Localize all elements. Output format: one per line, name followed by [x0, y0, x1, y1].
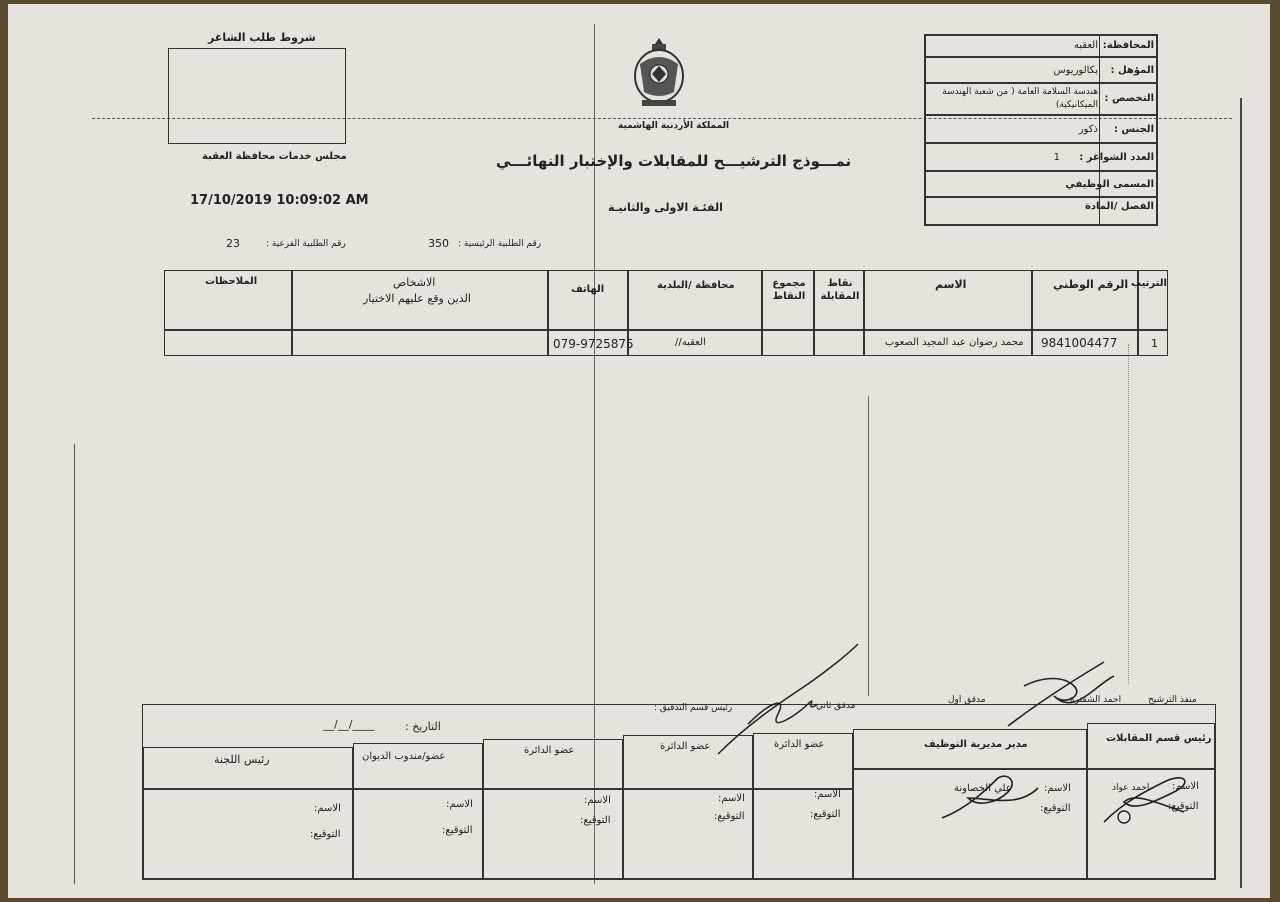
first-auditor-label: مدقق اول	[948, 695, 986, 705]
sig-dept-member-2: الاسم: التوقيع:	[623, 789, 753, 879]
document-sheet	[8, 4, 1270, 898]
sig-committee-head: الاسم: التوقيع:	[143, 789, 353, 879]
info-row-gender: الجنس : ذكور	[925, 115, 1157, 143]
candidates-table	[164, 270, 1168, 356]
header-notes: الملاحظات	[164, 270, 292, 330]
signature-interviews-head	[1094, 762, 1204, 832]
sig-interviews-head: الاسم: احمد عواد التوقيع:	[1087, 769, 1215, 879]
main-request-value: 350	[428, 237, 449, 250]
role-dept-member-2: عضو الدائرة	[623, 735, 753, 789]
column-guide-right	[1128, 344, 1129, 684]
cell-persons	[292, 330, 548, 356]
role-diwan-member: عضو/مندوب الديوان	[353, 743, 483, 789]
info-row-vacancies: العدد الشواغر : 1	[925, 143, 1157, 171]
header-order: الترتيب	[1138, 270, 1168, 330]
council-name: مجلس خدمات محافظة العقبة	[202, 151, 347, 162]
signature-audit-head	[708, 634, 868, 764]
form-title: نمـــوذج الترشيـــح للمقابلات والإختبار النهائـــي	[496, 152, 852, 170]
cell-total-points	[762, 330, 814, 356]
frame-left-line	[74, 444, 75, 884]
category: الفئـة الاولى والثانيـة	[608, 201, 723, 214]
cell-order: 1	[1138, 330, 1168, 356]
cell-notes	[164, 330, 292, 356]
role-committee-head: رئيس اللجنة	[143, 747, 353, 789]
info-row-specialization: التخصص : هندسة السلامة العامة ( من شعبة الهندسة الميكانيكية)	[925, 83, 1157, 115]
info-row-semester: الفصل /المادة	[925, 197, 1157, 225]
header-national-id: الرقم الوطني	[1032, 270, 1138, 330]
header-persons: الاشخاص الذين وقع عليهم الاختيار	[292, 270, 548, 330]
nominator-name: احمد الشقترة	[1070, 695, 1122, 705]
conditions-title: شروط طلب الشاغر	[208, 31, 316, 44]
table-row	[164, 330, 1168, 356]
column-guide	[868, 396, 869, 696]
sig-diwan-member: الاسم: التوقيع:	[353, 789, 483, 879]
cell-interview-points	[814, 330, 864, 356]
header-interview-points: نقاط المقابلة	[814, 270, 864, 330]
frame-right-line	[1240, 98, 1242, 888]
nominator-label: منفذ الترشيح	[1148, 695, 1197, 705]
cell-national-id: 9841004477	[1032, 330, 1138, 356]
sub-request-value: 23	[226, 237, 240, 250]
conditions-box	[168, 48, 346, 144]
sig-dept-member-3: الاسم: التوقيع:	[753, 789, 853, 879]
header-name: الاسم	[864, 270, 1032, 330]
header-total-points: مجموع النقاط	[762, 270, 814, 330]
jordan-emblem-icon	[630, 34, 688, 114]
emblem-caption: المملكة الأردنية الهاشمية	[618, 121, 730, 131]
cell-phone: 079-9725875	[548, 330, 628, 356]
role-dept-member-3: عضو الدائرة	[753, 733, 853, 789]
sub-request-label: رقم الطلبية الفرعية :	[266, 239, 346, 249]
main-request-label: رقم الطلبية الرئيسية :	[458, 239, 542, 249]
info-row-qualification: المؤهل : بكالوريوس	[925, 57, 1157, 83]
cell-governorate: العقبه//	[628, 330, 762, 356]
timestamp: 17/10/2019 10:09:02 AM	[190, 193, 369, 208]
audit-head-label: رئيس قسم التدقيق :	[654, 703, 733, 713]
info-row-governorate: المحافظة: العقبه	[925, 35, 1157, 57]
sig-employment-director: الاسم: علي الخصاونة التوقيع:	[853, 769, 1087, 879]
date-label: التاريخ :	[405, 720, 441, 733]
header-phone: الهاتف	[548, 270, 628, 330]
info-box	[924, 34, 1158, 226]
role-interviews-head: رئيس قسم المقابلات	[1087, 723, 1215, 769]
signature-first-auditor	[1004, 656, 1124, 736]
info-row-job-title: المسمى الوظيفي	[925, 171, 1157, 197]
signature-employment-director	[938, 768, 1048, 828]
header-governorate: محافظة /البلدية	[628, 270, 762, 330]
cell-name: محمد رضوان عبد المجيد الصعوب	[864, 330, 1032, 356]
info-divider	[1099, 35, 1100, 225]
role-dept-member-1: عضو الدائرة	[483, 739, 623, 789]
second-auditor-label: مدقق ثاني	[816, 701, 856, 711]
date-value: __/__/____	[323, 718, 375, 731]
sig-dept-member-1: الاسم: التوقيع:	[483, 789, 623, 879]
role-employment-director: مدير مديرية التوظيف	[853, 729, 1087, 769]
